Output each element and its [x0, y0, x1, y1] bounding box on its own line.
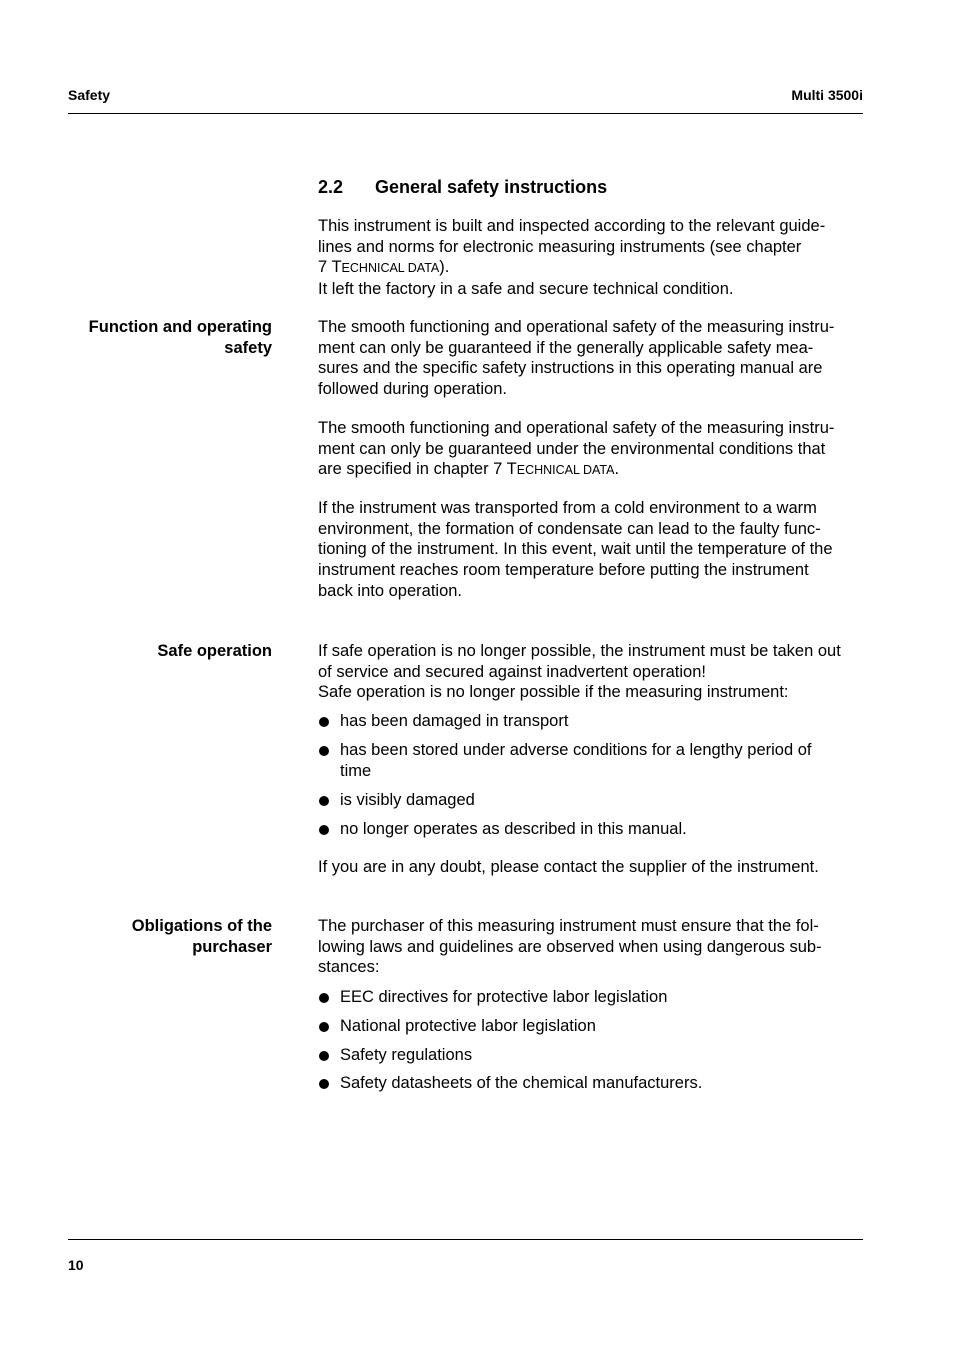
section-title: General safety instructions: [375, 177, 608, 197]
paragraph-line: The purchaser of this measuring instrument must ensure that the fol-: [318, 917, 819, 935]
intro-line: lines and norms for electronic measuring instruments (see chapter: [318, 237, 802, 256]
bullet-icon: [319, 825, 329, 835]
paragraph-line: followed during operation.: [318, 380, 507, 399]
paragraph-line: back into operation.: [318, 581, 463, 600]
section-heading: [318, 177, 607, 198]
list-item-text: Safety datasheets of the chemical manufacturers.: [340, 1074, 703, 1092]
intro-line: [318, 257, 866, 279]
list-item-text: no longer operates as described in this manual.: [340, 820, 687, 838]
chapter-ref-prefix: are specified in chapter 7 T: [318, 460, 517, 479]
list-item-text-continuation: time: [340, 762, 372, 780]
paragraph-line: Safe operation is no longer possible if the measuring instrument:: [318, 683, 789, 702]
paragraph-line: stances:: [318, 958, 380, 977]
side-heading-obligations: [68, 916, 272, 958]
list-item-text: EEC directives for protective labor legislation: [340, 988, 668, 1006]
chapter-ref-suffix: .: [614, 460, 620, 479]
running-header-product: Multi 3500i: [791, 87, 863, 103]
footer-rule: [68, 1239, 863, 1240]
bullet-icon: [319, 1051, 329, 1061]
paragraph-line: of service and secured against inadvertent operation!: [318, 662, 706, 681]
paragraph-line: instrument reaches room temperature before putting the instrument: [318, 561, 809, 580]
intro-line: It left the factory in a safe and secure technical condition.: [318, 280, 734, 299]
list-item-text: National protective labor legislation: [340, 1017, 596, 1035]
paragraph-line: ment can only be guaranteed under the environmental conditions that: [318, 439, 826, 458]
paragraph-line: If you are in any doubt, please contact the supplier of the instrument.: [318, 858, 819, 876]
paragraph-line: The smooth functioning and operational safety of the measuring instru-: [318, 318, 835, 336]
chapter-ref-prefix: 7 T: [318, 258, 342, 277]
paragraph-line: If the instrument was transported from a cold environment to a warm: [318, 499, 817, 517]
paragraph-line: The smooth functioning and operational safety of the measuring instru-: [318, 419, 835, 437]
paragraph-line: tioning of the instrument. In this event, wait until the temperature of the: [318, 540, 833, 559]
list-item-text: is visibly damaged: [340, 791, 475, 809]
paragraph-line: If safe operation is no longer possible, the instrument must be taken out: [318, 642, 841, 660]
safe-operation-intro: [318, 641, 866, 703]
intro-paragraph: [318, 216, 866, 300]
chapter-ref-title: ECHNICAL DATA: [516, 463, 615, 478]
function-paragraph-3: [318, 498, 866, 602]
side-heading-safe-operation: [68, 641, 272, 662]
page-number: 10: [68, 1257, 84, 1273]
side-heading-line: safety: [224, 339, 272, 357]
bullet-icon: [319, 993, 329, 1003]
chapter-ref-title: ECHNICAL DATA: [341, 261, 440, 276]
obligations-intro: [318, 916, 866, 978]
running-header-section: Safety: [68, 87, 111, 103]
side-heading-line: Function and operating: [88, 318, 272, 336]
list-item-text: Safety regulations: [340, 1046, 473, 1064]
side-heading-function-safety: [68, 317, 272, 359]
bullet-icon: [319, 746, 329, 756]
side-heading-line: purchaser: [192, 938, 272, 956]
paragraph-line: lowing laws and guidelines are observed when using dangerous sub-: [318, 937, 822, 956]
side-heading-line: Obligations of the: [131, 917, 272, 935]
bullet-icon: [319, 1022, 329, 1032]
intro-line: This instrument is built and inspected according to the relevant guide-: [318, 217, 826, 235]
list-item-text: has been stored under adverse conditions for a lengthy period of: [340, 741, 812, 759]
function-paragraph-1: [318, 317, 866, 400]
bullet-icon: [319, 796, 329, 806]
paragraph-line: ment can only be guaranteed if the generally applicable safety mea-: [318, 338, 814, 357]
bullet-icon: [319, 717, 329, 727]
list-item-text: has been damaged in transport: [340, 712, 569, 730]
safe-operation-closing: [318, 857, 866, 878]
function-paragraph-2: [318, 418, 866, 481]
section-number: 2.2: [318, 177, 344, 197]
paragraph-line: [318, 459, 866, 481]
paragraph-line: sures and the specific safety instructions in this operating manual are: [318, 359, 823, 378]
paragraph-line: environment, the formation of condensate can lead to the faulty func-: [318, 519, 821, 538]
header-rule: [68, 113, 863, 114]
side-heading-line: Safe operation: [157, 642, 272, 660]
chapter-ref-suffix: ).: [439, 258, 450, 277]
bullet-icon: [319, 1079, 329, 1089]
